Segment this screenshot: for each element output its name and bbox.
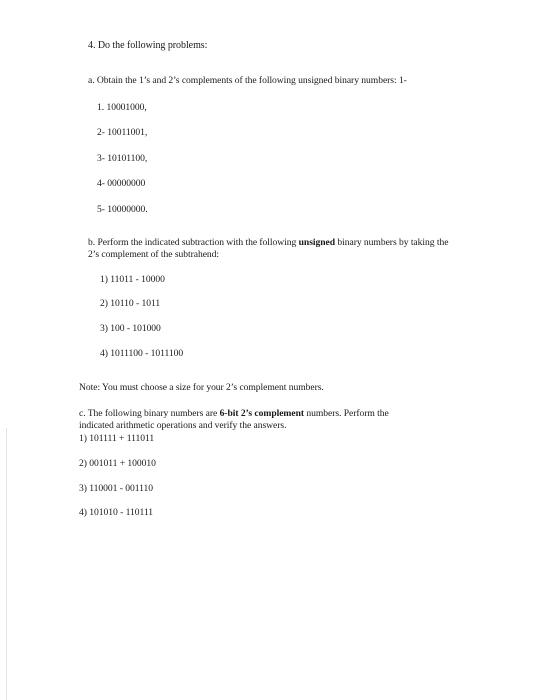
part-a-item-1: 1. 10001000, [97, 102, 147, 113]
part-c-prompt-bold: 6-bit 2’s complement [219, 408, 305, 419]
part-c-item-4: 4) 101010 - 110111 [79, 507, 153, 518]
part-c-prompt-end: numbers. Perform the [304, 408, 389, 419]
part-b-prompt-start: b. Perform the indicated subtraction with the following [88, 237, 299, 248]
part-a-item-4: 4- 00000000 [97, 178, 146, 189]
page-edge-divider [6, 428, 7, 700]
part-a-item-2: 2- 10011001, [97, 127, 148, 138]
part-a-prompt: a. Obtain the 1’s and 2’s complements of the following unsigned binary numbers: 1- [88, 75, 407, 86]
part-b-prompt-line2: 2’s complement of the subtrahend: [88, 249, 220, 260]
part-b-item-4: 4) 1011100 - 1011100 [100, 348, 184, 359]
part-c-prompt-line2: indicated arithmetic operations and verify the answers. [79, 420, 287, 431]
part-c-item-1: 1) 101111 + 111011 [79, 433, 155, 444]
part-c-item-2: 2) 001011 + 100010 [79, 458, 156, 469]
part-b-prompt-end: binary numbers by taking the [335, 237, 449, 248]
part-c-prompt [79, 408, 389, 419]
part-b-item-3: 3) 100 - 101000 [100, 323, 161, 334]
part-a-item-3: 3- 10101100, [97, 153, 148, 164]
part-c-prompt-start: c. The following binary numbers are [79, 408, 220, 419]
part-b-prompt-bold: unsigned [298, 237, 336, 248]
part-b-prompt [88, 237, 448, 248]
note-text: Note: You must choose a size for your 2’s complement numbers. [79, 382, 324, 393]
part-b-item-2: 2) 10110 - 1011 [100, 298, 161, 309]
part-a-item-5: 5- 10000000. [97, 204, 148, 215]
part-b-item-1: 1) 11011 - 10000 [100, 274, 165, 285]
part-c-item-3: 3) 110001 - 001110 [79, 483, 153, 494]
problem-heading: 4. Do the following problems: [88, 40, 208, 51]
